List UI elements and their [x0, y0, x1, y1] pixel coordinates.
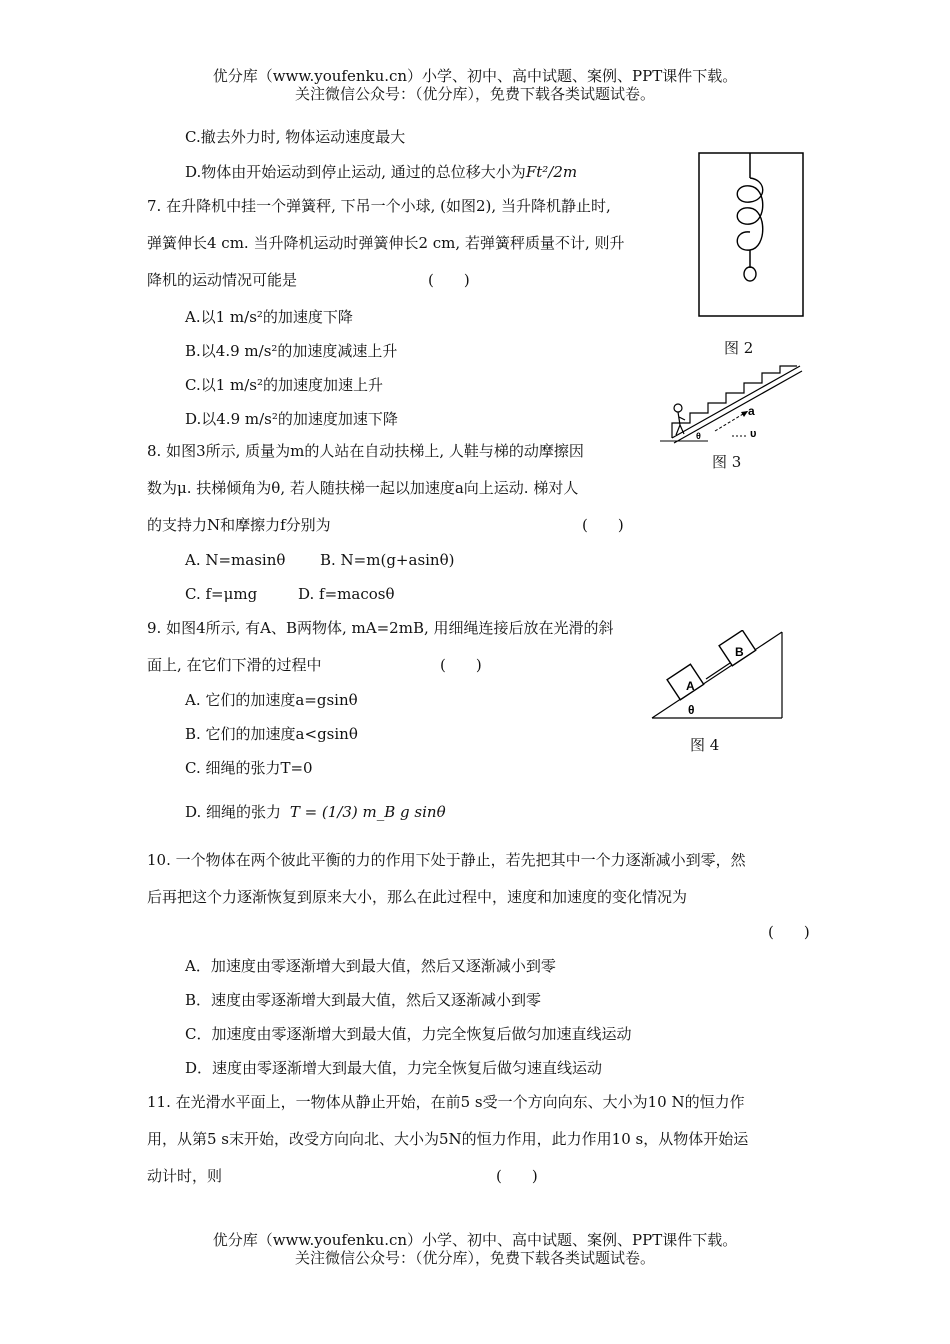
q7-option-d: D.以4.9 m/s²的加速度加速下降: [185, 410, 398, 428]
q8-stem-line-3: 的支持力N和摩擦力f分别为: [147, 516, 331, 534]
q11-stem-line-2: 用，从第5 s末开始，改受方向向北、大小为5N的恒力作用，此力作用10 s，从物体开始运: [147, 1130, 749, 1148]
figure-4-incline: [648, 630, 788, 722]
q9-stem-line-1: 9. 如图4所示, 有A、B两物体, mA=2mB, 用细绳连接后放在光滑的斜: [147, 619, 614, 637]
q8-option-b: B. N=m(g+asinθ): [320, 551, 455, 569]
figure-3-label-v: υ: [750, 428, 757, 440]
header-line-2: 关注微信公众号：（优分库），免费下载各类试题试卷。: [294, 85, 655, 103]
footer-line-1: 优分库（www.youfenku.cn）小学、初中、高中试题、案例、PPT课件下载。: [212, 1231, 738, 1249]
q8-stem-line-2: 数为μ. 扶梯倾角为θ, 若人随扶梯一起以加速度a向上运动. 梯对人: [147, 479, 579, 497]
q9-option-d: D. 细绳的张力 T = (1/3) m_B g sinθ: [185, 803, 446, 821]
q10-option-d: D．速度由零逐渐增大到最大值，力完全恢复后做匀速直线运动: [185, 1059, 603, 1077]
footer-line-2: 关注微信公众号：（优分库），免费下载各类试题试卷。: [294, 1249, 655, 1267]
q8-option-a: A. N=masinθ: [185, 551, 286, 569]
figure-4-caption: 图 4: [690, 736, 720, 754]
q8-option-d: D. f=macosθ: [298, 585, 395, 603]
q11-stem-line-1: 11. 在光滑水平面上，一物体从静止开始，在前5 s受一个方向向东、大小为10 N的恒力作: [147, 1093, 745, 1111]
q7-stem-line-3: 降机的运动情况可能是: [147, 271, 298, 289]
q7-option-b: B.以4.9 m/s²的加速度减速上升: [185, 342, 398, 360]
q11-stem-line-3: 动计时，则: [147, 1167, 223, 1185]
q9-option-c: C. 细绳的张力T=0: [185, 759, 313, 777]
header-line-1: 优分库（www.youfenku.cn）小学、初中、高中试题、案例、PPT课件下载。: [212, 67, 738, 85]
q8-stem-line-1: 8. 如图3所示, 质量为m的人站在自动扶梯上, 人鞋与梯的动摩擦因: [147, 442, 584, 460]
q10-stem-line-1: 10. 一个物体在两个彼此平衡的力的作用下处于静止，若先把其中一个力逐渐减小到零，然: [147, 851, 746, 869]
q7-answer-bracket: ( ): [428, 271, 470, 289]
q7-option-c: C.以1 m/s²的加速度加速上升: [185, 376, 384, 394]
q9-formula: T = (1/3) m_B g sinθ: [289, 803, 446, 821]
q11-answer-bracket: ( ): [496, 1167, 538, 1185]
q10-option-b: B．速度由零逐渐增大到最大值，然后又逐渐减小到零: [185, 991, 542, 1009]
figure-4-label-theta: θ: [688, 703, 695, 717]
q6-option-d: D.物体由开始运动到停止运动, 通过的总位移大小为Ft²/2m: [185, 163, 578, 181]
figure-2-caption: 图 2: [724, 339, 754, 357]
q7-stem-line-1: 7. 在升降机中挂一个弹簧秤, 下吊一个小球, (如图2), 当升降机静止时,: [147, 197, 611, 215]
q9-stem-line-2: 面上, 在它们下滑的过程中: [147, 656, 322, 674]
figure-3-label-theta: θ: [696, 431, 701, 441]
q9-option-b: B. 它们的加速度a<gsinθ: [185, 725, 358, 743]
q8-answer-bracket: ( ): [582, 516, 624, 534]
figure-3-escalator: [660, 363, 805, 445]
figure-3-label-a: a: [748, 404, 755, 418]
q10-answer-bracket: ( ): [768, 923, 810, 941]
q9-answer-bracket: ( ): [440, 656, 482, 674]
figure-4-label-b: B: [735, 645, 744, 659]
q10-stem-line-2: 后再把这个力逐渐恢复到原来大小，那么在此过程中，速度和加速度的变化情况为: [147, 888, 688, 906]
q8-option-c: C. f=μmg: [185, 585, 258, 603]
figure-2-elevator: [695, 150, 807, 322]
q10-option-a: A．加速度由零逐渐增大到最大值，然后又逐渐减小到零: [185, 957, 556, 975]
q10-option-c: C．加速度由零逐渐增大到最大值，力完全恢复后做匀加速直线运动: [185, 1025, 632, 1043]
q7-stem-line-2: 弹簧伸长4 cm. 当升降机运动时弹簧伸长2 cm, 若弹簧秤质量不计, 则升: [147, 234, 625, 252]
q9-option-a: A. 它们的加速度a=gsinθ: [185, 691, 358, 709]
q6-option-c: C.撤去外力时, 物体运动速度最大: [185, 128, 406, 146]
figure-4-label-a: A: [686, 679, 695, 693]
q6-formula: Ft²/2m: [525, 163, 578, 181]
q7-option-a: A.以1 m/s²的加速度下降: [185, 308, 353, 326]
figure-3-caption: 图 3: [712, 453, 742, 471]
